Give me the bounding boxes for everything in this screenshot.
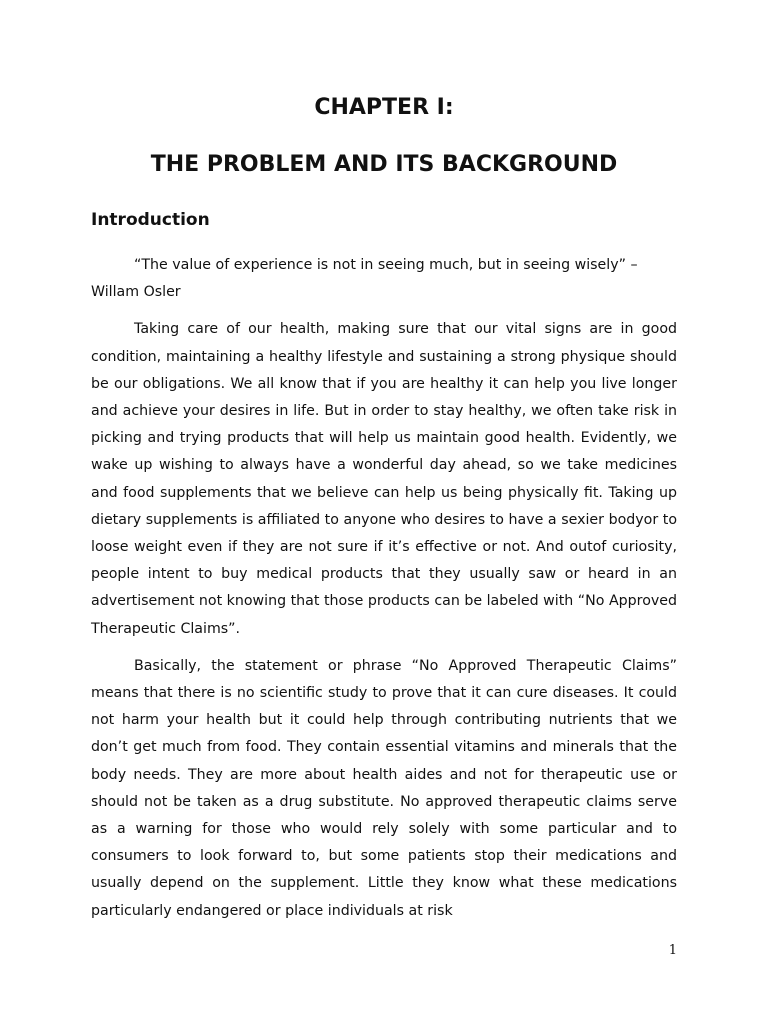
paragraph-health: Taking care of our health, making sure that our vital signs are in good condition, maintaining a healthy lifestyle and sustaining a strong physique should be our obligations. We all know that if you are healthy it can help you live longer and achieve your desires in life. But in order to stay healthy, we often take risk in picking and trying products that will help us maintain good health. Evidently, we wake up wishing to always have a wonderful day ahead, so we take medicines and food supplements that we believe can help us being physically fit. Taking up dietary supplements is affiliated to anyone who desires to have a sexier bodyor to loose weight even if they are not sure if it’s effective or not. And outof curiosity, people intent to buy medical products that they usually saw or heard in an advertisement not knowing that those products can be labeled with “No Approved Therapeutic Claims”. [91, 321, 677, 637]
paragraph-claims: Basically, the statement or phrase “No Approved Therapeutic Claims” means that there is no scientific study to prove that it can cure diseases. It could not harm your health but it could help through contributing nutrients that we don’t get much from food. They contain essential vitamins and minerals that the body needs. They are more about health aides and not for therapeutic use or should not be taken as a drug substitute. No approved therapeutic claims serve as a warning for those who would rely solely with some particular and to consumers to look forward to, but some patients stop their medications and usually depend on the supplement. Little they know what these medications particularly endangered or place individuals at risk [91, 657, 677, 919]
page-number: 1 [668, 943, 677, 958]
body-text [91, 252, 677, 935]
quote-paragraph: “The value of experience is not in seeing much, but in seeing wisely” – Willam Osler [91, 257, 638, 301]
section-heading: Introduction [91, 210, 210, 230]
chapter-title: CHAPTER I: [314, 95, 454, 120]
chapter-subtitle: THE PROBLEM AND ITS BACKGROUND [150, 152, 618, 177]
